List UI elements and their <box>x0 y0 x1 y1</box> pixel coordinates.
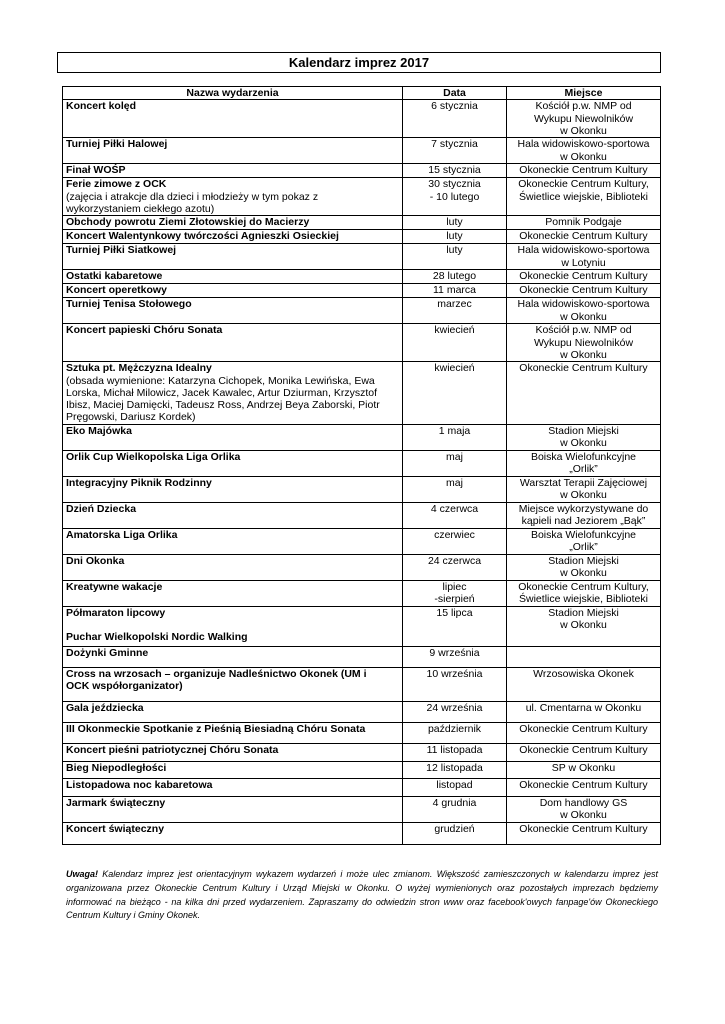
table-row <box>63 667 661 701</box>
event-date: luty <box>403 230 507 244</box>
event-name: Dożynki Gminne <box>66 646 149 659</box>
event-name: Dzień Dziecka <box>66 502 137 515</box>
event-place: SP w Okonku <box>507 761 661 778</box>
table-row <box>63 476 661 502</box>
event-place: Warsztat Terapii Zajęciowej w Okonku <box>507 476 661 502</box>
event-name: Integracyjny Piknik Rodzinny <box>66 476 212 489</box>
event-name: Eko Majówka <box>66 424 132 437</box>
event-place: ul. Cmentarna w Okonku <box>507 701 661 722</box>
event-place: Stadion Miejski w Okonku <box>507 424 661 450</box>
table-row <box>63 270 661 284</box>
event-name-cell <box>63 230 403 244</box>
event-name-cell <box>63 822 403 844</box>
event-place: Stadion Miejski w Okonku <box>507 606 661 646</box>
event-place: Okoneckie Centrum Kultury <box>507 743 661 761</box>
event-name: Jarmark świąteczny <box>66 796 166 809</box>
table-row <box>63 298 661 324</box>
table-row <box>63 822 661 844</box>
event-date: 15 lipca <box>403 606 507 646</box>
table-row <box>63 424 661 450</box>
table-row <box>63 362 661 424</box>
event-name: Koncert świąteczny <box>66 822 165 835</box>
event-name: Sztuka pt. Mężczyzna Idealny <box>66 362 212 375</box>
event-place: Stadion Miejski w Okonku <box>507 554 661 580</box>
event-name-cell <box>63 554 403 580</box>
event-name-cell <box>63 270 403 284</box>
table-row <box>63 528 661 554</box>
event-place: Dom handlowy GS w Okonku <box>507 796 661 822</box>
header-name: Nazwa wydarzenia <box>63 87 403 100</box>
event-place: Okoneckie Centrum Kultury <box>507 164 661 178</box>
event-name-cell <box>63 138 403 164</box>
event-name: Listopadowa noc kabaretowa <box>66 778 213 791</box>
event-place: Okoneckie Centrum Kultury <box>507 778 661 796</box>
event-name: Orlik Cup Wielkopolska Liga Orlika <box>66 450 241 463</box>
event-place: Okoneckie Centrum Kultury <box>507 362 661 424</box>
event-date: marzec <box>403 298 507 324</box>
event-name: Gala jeździecka <box>66 701 144 714</box>
event-name-cell <box>63 667 403 701</box>
event-name-cell <box>63 701 403 722</box>
event-place: Pomnik Podgaje <box>507 216 661 230</box>
table-row <box>63 284 661 298</box>
event-name: Amatorska Liga Orlika <box>66 528 178 541</box>
event-date: 24 września <box>403 701 507 722</box>
event-date: czerwiec <box>403 528 507 554</box>
table-row <box>63 646 661 667</box>
event-name: Koncert pieśni patriotycznej Chóru Sonata <box>66 743 279 756</box>
event-name: Dni Okonka <box>66 554 125 567</box>
table-row <box>63 554 661 580</box>
event-name-cell <box>63 100 403 138</box>
event-date: 30 stycznia - 10 lutego <box>403 178 507 216</box>
event-name: Półmaraton lipcowy <box>66 606 166 619</box>
event-place: Wrzosowiska Okonek <box>507 667 661 701</box>
event-name-cell <box>63 502 403 528</box>
event-date: 24 czerwca <box>403 554 507 580</box>
events-table-body <box>63 100 661 844</box>
table-header-row <box>63 87 661 100</box>
event-date: 15 stycznia <box>403 164 507 178</box>
event-name: Koncert papieski Chóru Sonata <box>66 324 223 337</box>
event-date: 9 września <box>403 646 507 667</box>
table-row <box>63 722 661 743</box>
event-name-cell <box>63 178 403 216</box>
event-name-cell <box>63 216 403 230</box>
table-row <box>63 100 661 138</box>
event-date: listopad <box>403 778 507 796</box>
event-name-cell <box>63 606 403 646</box>
table-row <box>63 164 661 178</box>
event-date: 7 stycznia <box>403 138 507 164</box>
event-name-cell <box>63 646 403 667</box>
event-date: 28 lutego <box>403 270 507 284</box>
event-date: maj <box>403 476 507 502</box>
event-place: Okoneckie Centrum Kultury <box>507 230 661 244</box>
notice-label: Uwaga! <box>66 869 99 879</box>
event-description: (zajęcia i atrakcje dla dzieci i młodzieży w tym pokaz z wykorzystaniem ciekłego azotu) <box>66 190 319 215</box>
event-name: Koncert kolęd <box>66 100 137 113</box>
table-row <box>63 761 661 778</box>
notice <box>66 868 658 923</box>
event-date: luty <box>403 216 507 230</box>
event-name-cell <box>63 450 403 476</box>
event-name-cell <box>63 761 403 778</box>
event-name: Obchody powrotu Ziemi Złotowskiej do Macierzy <box>66 216 310 229</box>
event-place: Boiska Wielofunkcyjne „Orlik” <box>507 528 661 554</box>
event-place <box>507 646 661 667</box>
event-name: Turniej Tenisa Stołowego <box>66 298 192 311</box>
event-name: Koncert Walentynkowy twórczości Agnieszki Osieckiej <box>66 230 339 243</box>
event-date: maj <box>403 450 507 476</box>
event-date: 11 marca <box>403 284 507 298</box>
notice-text: Kalendarz imprez jest orientacyjnym wykazem wydarzeń i może ulec zmianom. Większość zamieszczonych w kalendarzu imprez jest organizowana przez Okoneckie Centrum Kultury i Urząd Miejski w Okonku. O wyżej wymienionych oraz pozostałych imprezach będziemy informować na bieżąco - na kilka dni przed wydarzeniem. Zapraszamy do odwiedzin stron www oraz facebook'owych fanpage'ów Okoneckiego Centrum Kultury i Gminy Okonek. <box>66 869 658 921</box>
events-table <box>62 86 661 845</box>
event-name-cell <box>63 298 403 324</box>
event-place: Okoneckie Centrum Kultury, Świetlice wiejskie, Biblioteki <box>507 580 661 606</box>
event-date: październik <box>403 722 507 743</box>
event-name-cell <box>63 796 403 822</box>
event-date: 6 stycznia <box>403 100 507 138</box>
event-date: 1 maja <box>403 424 507 450</box>
event-place: Okoneckie Centrum Kultury <box>507 284 661 298</box>
event-name: Turniej Piłki Siatkowej <box>66 244 177 257</box>
table-row <box>63 796 661 822</box>
event-name-cell <box>63 164 403 178</box>
event-date: kwiecień <box>403 362 507 424</box>
event-name: Finał WOŚP <box>66 164 126 177</box>
event-name-cell <box>63 580 403 606</box>
event-place: Hala widowiskowo-sportowa w Okonku <box>507 298 661 324</box>
table-row <box>63 244 661 270</box>
event-place: Okoneckie Centrum Kultury <box>507 270 661 284</box>
event-name-cell <box>63 778 403 796</box>
table-row <box>63 502 661 528</box>
table-row <box>63 324 661 362</box>
event-place: Hala widowiskowo-sportowa w Okonku <box>507 138 661 164</box>
event-name-secondary: Puchar Wielkopolski Nordic Walking <box>66 631 248 644</box>
event-date: 12 listopada <box>403 761 507 778</box>
page-title: Kalendarz imprez 2017 <box>57 52 661 73</box>
event-name-cell <box>63 424 403 450</box>
event-place: Kościół p.w. NMP od Wykupu Niewolników w Okonku <box>507 100 661 138</box>
event-name-cell <box>63 743 403 761</box>
event-name-cell <box>63 476 403 502</box>
event-name: Turniej Piłki Halowej <box>66 138 168 151</box>
table-row <box>63 701 661 722</box>
event-date: 4 czerwca <box>403 502 507 528</box>
event-date: luty <box>403 244 507 270</box>
event-name-cell <box>63 362 403 424</box>
event-name: III Okonmeckie Spotkanie z Pieśnią Biesiadną Chóru Sonata <box>66 722 366 735</box>
event-name-cell <box>63 528 403 554</box>
event-name-cell <box>63 284 403 298</box>
event-name: Ostatki kabaretowe <box>66 270 163 283</box>
header-date: Data <box>403 87 507 100</box>
event-name-cell <box>63 722 403 743</box>
event-place: Okoneckie Centrum Kultury, Świetlice wiejskie, Biblioteki <box>507 178 661 216</box>
event-place: Okoneckie Centrum Kultury <box>507 722 661 743</box>
event-date: 10 września <box>403 667 507 701</box>
event-place: Hala widowiskowo-sportowa w Lotyniu <box>507 244 661 270</box>
table-row <box>63 138 661 164</box>
event-date: grudzień <box>403 822 507 844</box>
table-row <box>63 580 661 606</box>
event-place: Boiska Wielofunkcyjne „Orlik” <box>507 450 661 476</box>
event-name: Bieg Niepodległości <box>66 761 167 774</box>
table-row <box>63 230 661 244</box>
table-row <box>63 778 661 796</box>
event-date: 11 listopada <box>403 743 507 761</box>
table-row <box>63 606 661 646</box>
event-date: lipiec -sierpień <box>403 580 507 606</box>
table-row <box>63 216 661 230</box>
event-name-cell <box>63 244 403 270</box>
event-place: Miejsce wykorzystywane do kąpieli nad Jeziorem „Bąk” <box>507 502 661 528</box>
event-name: Cross na wrzosach – organizuje Nadleśnictwo Okonek (UM i OCK współorganizator) <box>66 667 367 693</box>
table-row <box>63 178 661 216</box>
event-date: 4 grudnia <box>403 796 507 822</box>
table-row <box>63 450 661 476</box>
event-name: Kreatywne wakacje <box>66 580 163 593</box>
event-description: (obsada wymienione: Katarzyna Cichopek, Monika Lewińska, Ewa Lorska, Michał Milowicz, Jacek Kawalec, Artur Dziurman, Krzysztof Ibisz, Maciej Damięcki, Tadeusz Ross, Andrzej Beya Zaborski, Piotr Pręgowski, Dariusz Kordek) <box>66 374 380 424</box>
event-name-cell <box>63 324 403 362</box>
event-name: Koncert operetkowy <box>66 284 167 297</box>
header-place: Miejsce <box>507 87 661 100</box>
event-date: kwiecień <box>403 324 507 362</box>
event-name: Ferie zimowe z OCK <box>66 178 167 191</box>
event-place: Okoneckie Centrum Kultury <box>507 822 661 844</box>
event-place: Kościół p.w. NMP od Wykupu Niewolników w Okonku <box>507 324 661 362</box>
table-row <box>63 743 661 761</box>
